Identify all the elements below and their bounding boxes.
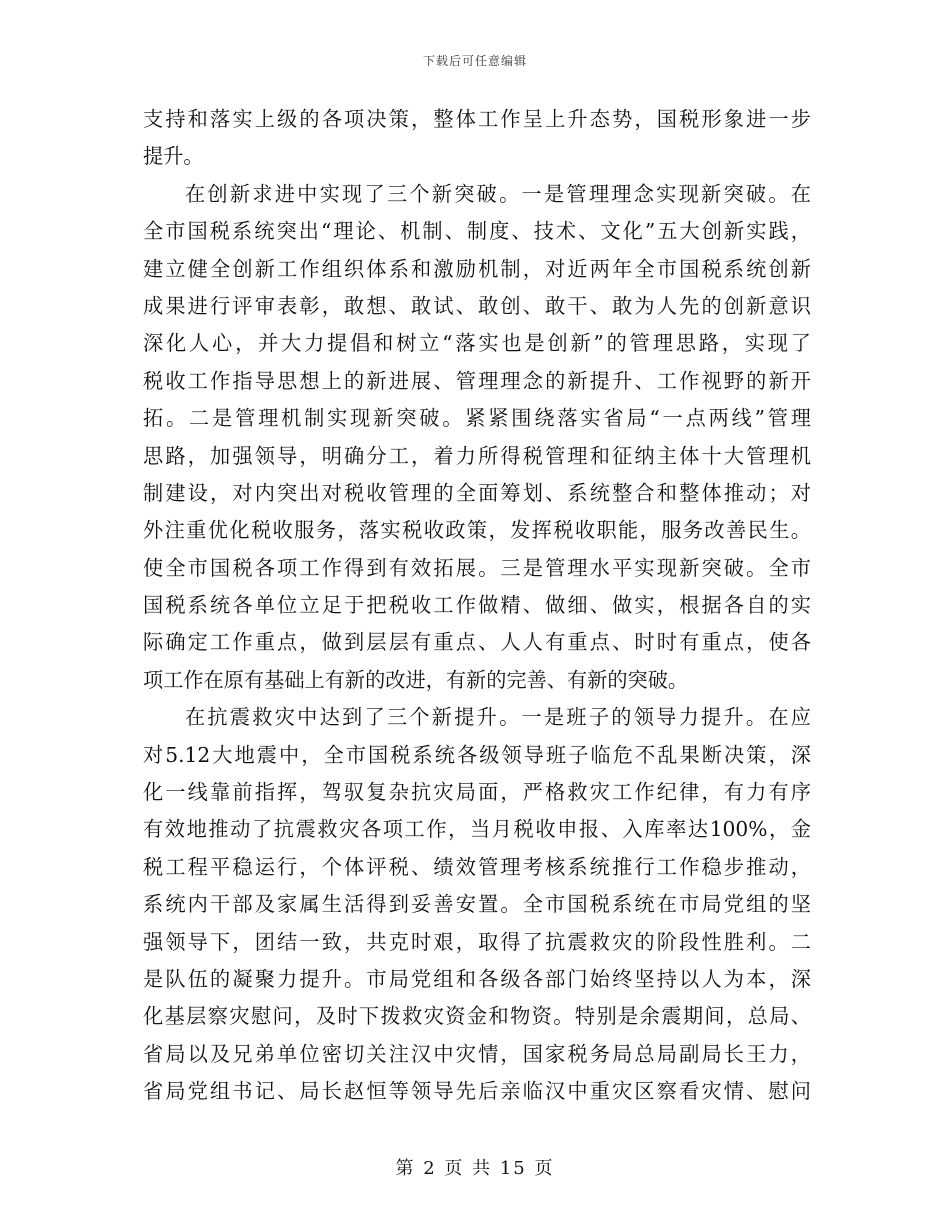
text-line: 省局以及兄弟单位密切关注汉中灾情，国家税务局总局副局长王力， (143, 1041, 811, 1066)
text-line: 制建设，对内突出对税收管理的全面筹划、系统整合和整体推动；对 (143, 480, 811, 505)
text-line: 深化人心，并大力提倡和树立“落实也是创新”的管理思路，实现了 (143, 331, 811, 356)
text-line: 成果进行评审表彰，敢想、敢试、敢创、敢干、敢为人先的创新意识 (143, 293, 811, 318)
text-line: 使全市国税各项工作得到有效拓展。三是管理水平实现新突破。全市 (143, 555, 811, 580)
text-line: 化基层察灾慰问，及时下拨救灾资金和物资。特别是余震期间，总局、 (143, 1004, 811, 1029)
text-line: 际确定工作重点，做到层层有重点、人人有重点、时时有重点，使各 (143, 630, 811, 655)
document-body (143, 101, 811, 1111)
text-line: 税收工作指导思想上的新进展、管理理念的新提升、工作视野的新开 (143, 368, 811, 393)
text-line: 在创新求进中实现了三个新突破。一是管理理念实现新突破。在 (185, 181, 811, 206)
text-line: 全市国税系统突出“理论、机制、制度、技术、文化”五大创新实践， (143, 219, 811, 244)
text-line: 国税系统各单位立足于把税收工作做精、做细、做实，根据各自的实 (143, 593, 811, 618)
text-line: 外注重优化税收服务，落实税收政策，发挥税收职能，服务改善民生。 (143, 518, 811, 543)
text-line: 税工程平稳运行，个体评税、绩效管理考核系统推行工作稳步推动， (143, 854, 811, 879)
text-line: 系统内干部及家属生活得到妥善安置。全市国税系统在市局党组的坚 (143, 892, 811, 917)
text-line: 化一线靠前指挥，驾驭复杂抗灾局面，严格救灾工作纪律，有力有序 (143, 780, 811, 805)
text-line: 项工作在原有基础上有新的改进，有新的完善、有新的突破。 (143, 667, 689, 692)
text-line: 在抗震救灾中达到了三个新提升。一是班子的领导力提升。在应 (185, 705, 811, 730)
page-header-note: 下载后可任意编辑 (422, 54, 527, 68)
text-line: 拓。二是管理机制实现新突破。紧紧围绕落实省局“一点两线”管理 (143, 406, 811, 431)
text-line: 省局党组书记、局长赵恒等领导先后亲临汉中重灾区察看灾情、慰问 (143, 1079, 811, 1104)
text-line: 对5.12大地震中，全市国税系统各级领导班子临危不乱果断决策，深 (143, 742, 811, 767)
page-footer: 第 2 页 共 15 页 (395, 1158, 555, 1179)
text-line: 建立健全创新工作组织体系和激励机制，对近两年全市国税系统创新 (143, 256, 811, 281)
text-line: 强领导下，团结一致，共克时艰，取得了抗震救灾的阶段性胜利。二 (143, 929, 811, 954)
text-line: 提升。 (143, 144, 204, 169)
text-line: 是队伍的凝聚力提升。市局党组和各级各部门始终坚持以人为本，深 (143, 966, 811, 991)
text-line: 有效地推动了抗震救灾各项工作，当月税收申报、入库率达100%，金 (143, 817, 811, 842)
text-line: 支持和落实上级的各项决策，整体工作呈上升态势，国税形象进一步 (143, 107, 811, 131)
text-line: 思路，加强领导，明确分工，着力所得税管理和征纳主体十大管理机 (143, 443, 811, 468)
